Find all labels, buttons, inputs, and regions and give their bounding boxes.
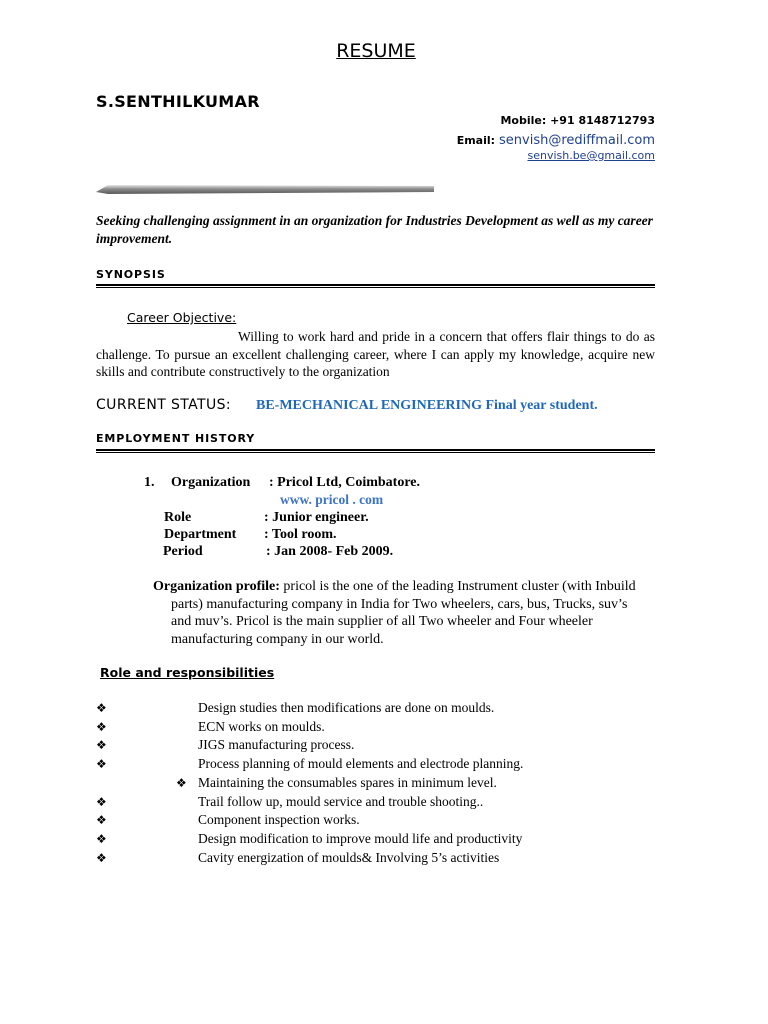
responsibility-item: Process planning of mould elements and electrode planning. [198,756,524,771]
candidate-name: S.SENTHILKUMAR [96,92,260,111]
responsibility-item: JIGS manufacturing process. [198,737,355,752]
current-status-label: CURRENT STATUS: [96,397,232,413]
employment-history-heading: EMPLOYMENT HISTORY [96,432,256,445]
synopsis-divider [96,284,655,288]
responsibility-item: Cavity energization of moulds& Involving 5’s activities [198,850,500,865]
diamond-bullet-icon: ❖ [176,776,187,790]
responsibility-item: Design modification to improve mould life and productivity [198,831,523,846]
job-department-value: : Tool room. [264,527,337,542]
career-objective-text: Willing to work hard and pride in a concern that offers flair things to do as challenge. To pursue an excellent challenging career, where I can apply my knowledge, acquire new skills and contribute constructively to the organization [96,329,655,379]
job-period-label: Period [163,544,203,559]
document-title: RESUME [336,40,416,62]
responsibility-item: Component inspection works. [198,812,360,827]
responsibility-item: Maintaining the consumables spares in minimum level. [198,775,497,790]
mobile-number: +91 8148712793 [550,114,655,127]
diamond-bullet-icon: ❖ [96,701,107,715]
roles-responsibilities-heading: Role and responsibilities [100,665,275,680]
job-organization-value: : Pricol Ltd, Coimbatore. [269,475,420,490]
current-status-value: BE-MECHANICAL ENGINEERING Final year student. [256,398,598,413]
career-objective-label: Career Objective: [127,310,237,325]
job-organization-label: Organization [171,475,251,490]
diamond-bullet-icon: ❖ [96,813,107,827]
diamond-bullet-icon: ❖ [96,832,107,846]
responsibility-item: Trail follow up, mould service and trouble shooting.. [198,794,484,809]
job-number: 1. [144,475,155,490]
synopsis-heading: SYNOPSIS [96,268,166,281]
email-row [457,131,655,149]
job-role-label: Role [164,510,192,525]
diamond-bullet-icon: ❖ [96,851,107,865]
header-divider [96,183,434,195]
mobile-row [500,114,655,127]
job-period-value: : Jan 2008- Feb 2009. [266,544,394,559]
job-department-label: Department [164,527,237,542]
job-role-value: : Junior engineer. [264,510,369,525]
objective-banner: Seeking challenging assignment in an organization for Industries Development as well as my career improvement. [96,213,653,246]
diamond-bullet-icon: ❖ [96,757,107,771]
email-primary-link[interactable]: senvish@rediffmail.com [499,133,655,148]
email-secondary-link[interactable]: senvish.be@gmail.com [527,149,655,162]
organization-profile [153,578,651,649]
responsibility-item: Design studies then modifications are done on moulds. [198,700,495,715]
diamond-bullet-icon: ❖ [96,795,107,809]
diamond-bullet-icon: ❖ [96,720,107,734]
diamond-bullet-icon: ❖ [96,738,107,752]
organization-profile-text: pricol is the one of the leading Instrument cluster (with Inbuild parts) manufacturing company in India for Two wheelers, cars, bus, Trucks, suv’s and muv’s. Pricol is the main supplier of all Two wheeler and Four wheeler manufacturing company in our world. [171,579,636,648]
responsibility-item: ECN works on moulds. [198,719,325,734]
mobile-label: Mobile: [500,114,547,127]
employment-divider [96,449,655,453]
job-website-link[interactable]: www. pricol . com [280,492,384,507]
email-label: Email: [456,134,496,147]
organization-profile-label: Organization profile: [153,579,280,594]
